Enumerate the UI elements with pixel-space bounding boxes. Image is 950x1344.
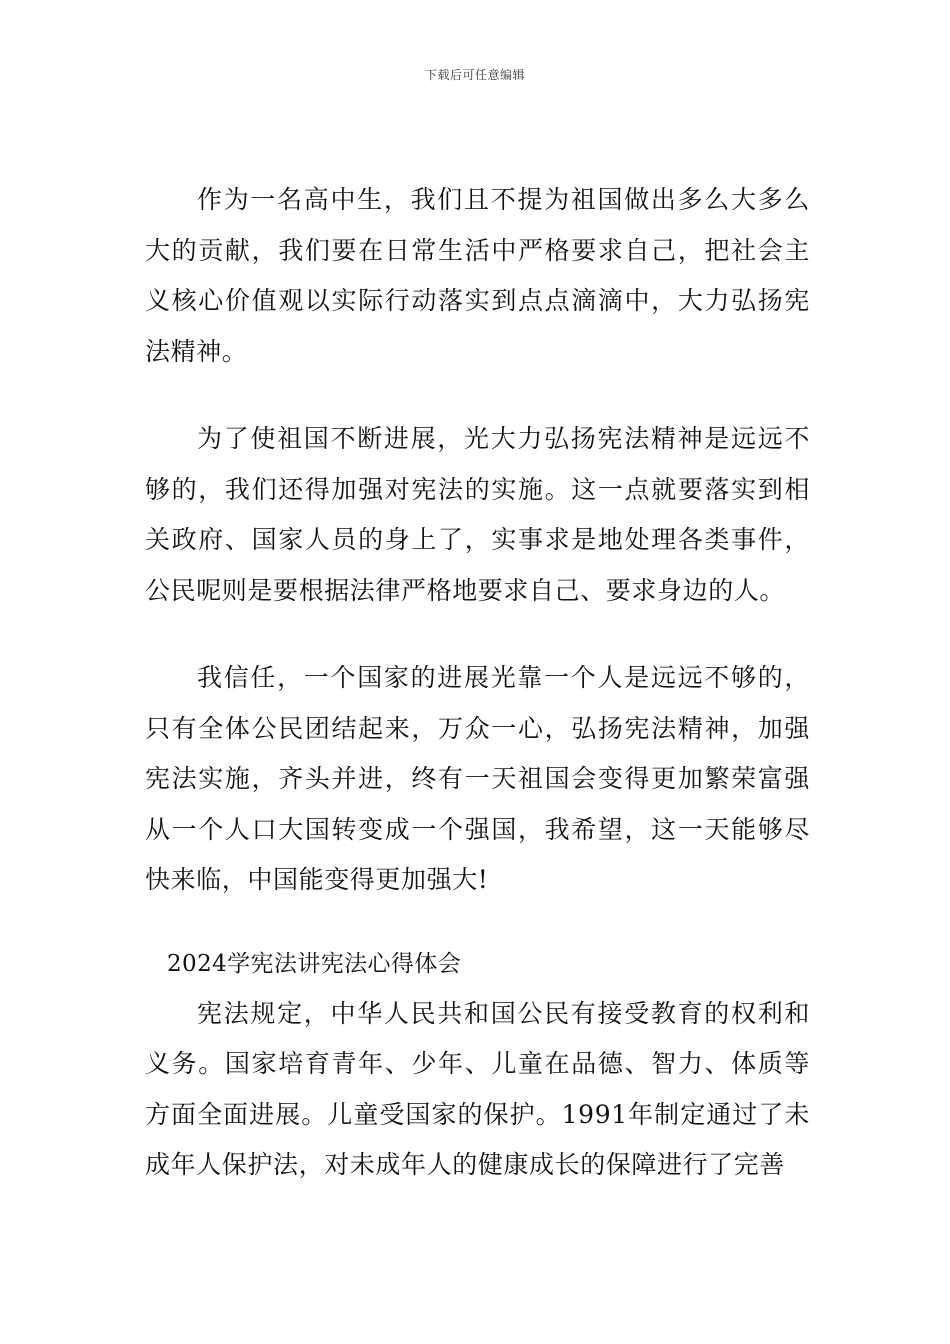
paragraph-2: 为了使祖国不断进展，光大力弘扬宪法精神是远远不够的，我们还得加强对宪法的实施。这一点就要落实到相关政府、国家人员的身上了，实事求是地处理各类事件，公民呢则是要根据法律严格地要求自己、要求身边的人。 [145,424,810,605]
document-body [145,175,810,1191]
paragraph-3: 我信任，一个国家的进展光靠一个人是远远不够的，只有全体公民团结起来，万众一心，弘扬宪法精神，加强宪法实施，齐头并进，终有一天祖国会变得更加繁荣富强从一个人口大国转变成一个强国，我希望，这一天能够尽快来临，中国能变得更加强大! [145,663,810,894]
section-paragraph: 宪法规定，中华人民共和国公民有接受教育的权利和义务。国家培育青年、少年、儿童在品德、智力、体质等方面全面进展。儿童受国家的保护。1991年制定通过了未成年人保护法，对未成年人的健康成长的保障进行了完善 [145,998,810,1179]
section-title: 2024学宪法讲宪法心得体会 [167,950,462,977]
header-note: 下载后可任意编辑 [424,68,525,82]
paragraph-1: 作为一名高中生，我们且不提为祖国做出多么大多么大的贡献，我们要在日常生活中严格要求自己，把社会主义核心价值观以实际行动落实到点点滴滴中，大力弘扬宪法精神。 [145,185,810,366]
